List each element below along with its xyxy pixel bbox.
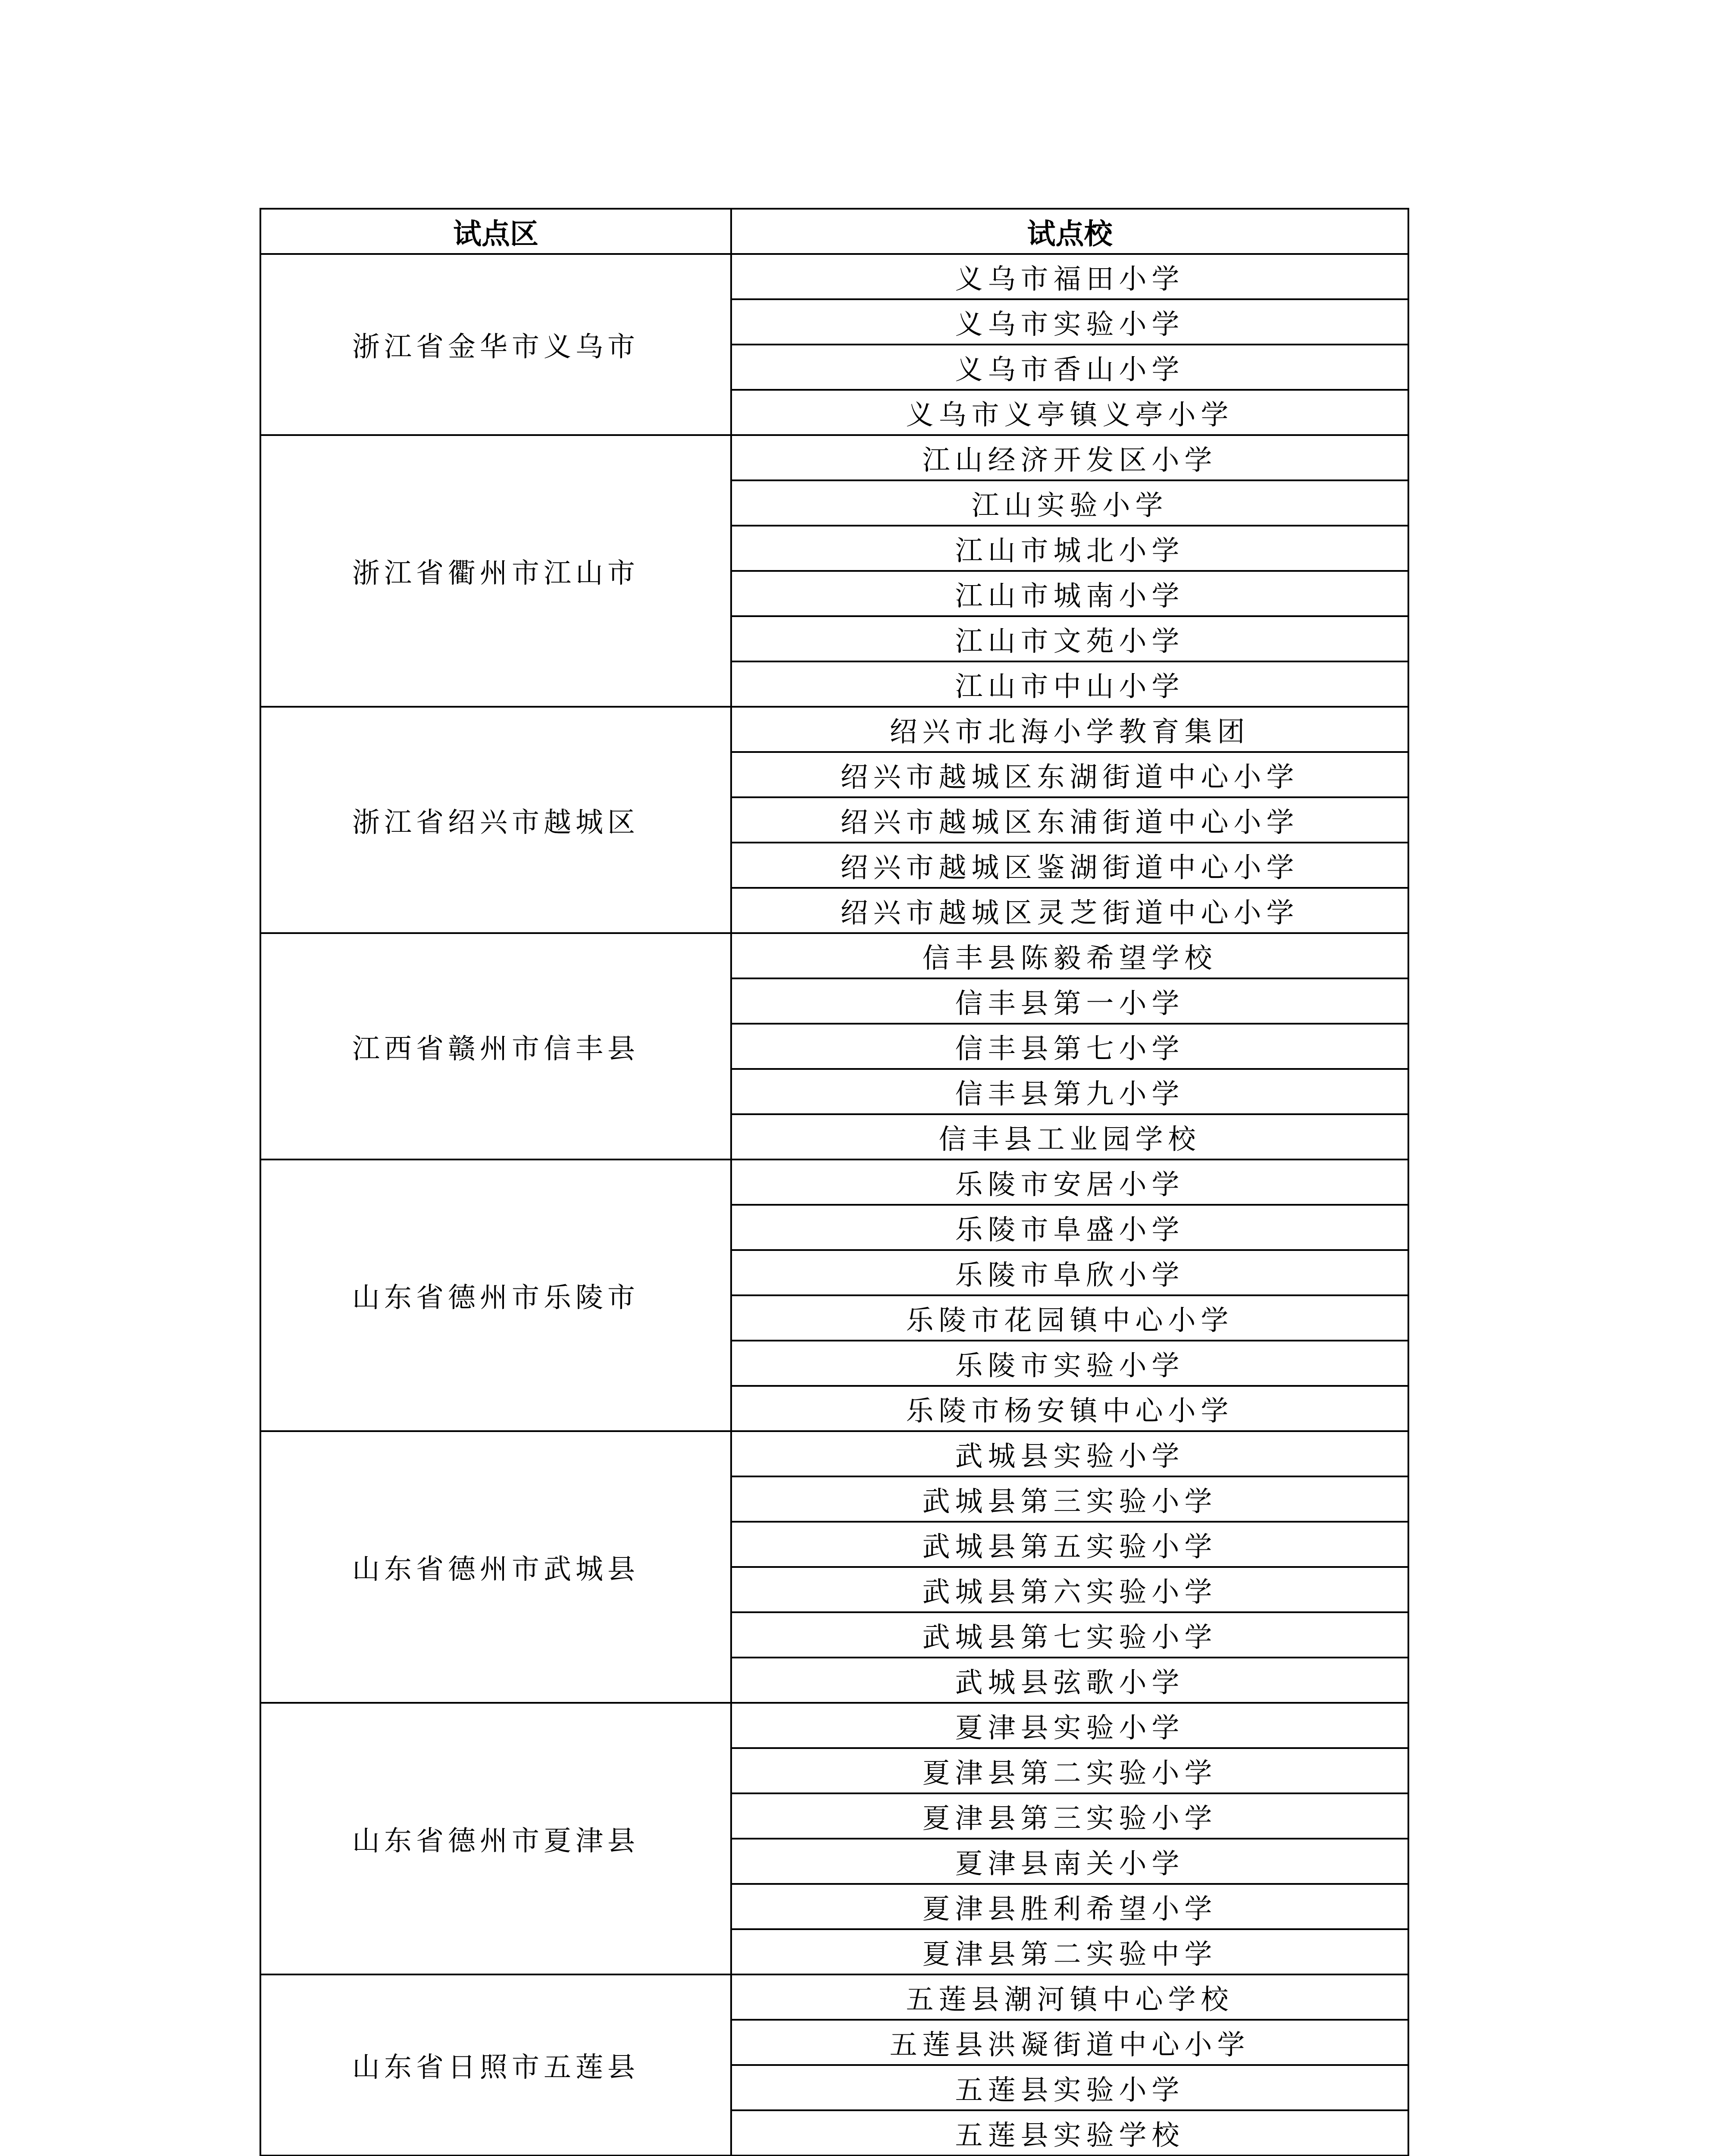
school-cell: 五莲县实验小学	[731, 2065, 1408, 2110]
school-cell: 乐陵市杨安镇中心小学	[731, 1386, 1408, 1431]
school-cell: 五莲县实验学校	[731, 2110, 1408, 2156]
school-cell: 义乌市义亭镇义亭小学	[731, 390, 1408, 435]
school-cell: 江山市城南小学	[731, 571, 1408, 616]
school-cell: 义乌市福田小学	[731, 254, 1408, 299]
table-row	[260, 1159, 1408, 1205]
table-row	[260, 933, 1408, 978]
district-cell: 山东省德州市武城县	[260, 1431, 731, 1703]
school-cell: 夏津县第三实验小学	[731, 1793, 1408, 1839]
school-cell: 义乌市实验小学	[731, 299, 1408, 345]
school-cell: 夏津县南关小学	[731, 1839, 1408, 1884]
school-cell: 乐陵市阜欣小学	[731, 1250, 1408, 1295]
table-row	[260, 1703, 1408, 1748]
district-cell: 浙江省金华市义乌市	[260, 254, 731, 435]
school-cell: 江山市中山小学	[731, 661, 1408, 707]
school-cell: 乐陵市实验小学	[731, 1341, 1408, 1386]
district-cell: 浙江省绍兴市越城区	[260, 707, 731, 933]
school-cell: 绍兴市越城区东湖街道中心小学	[731, 752, 1408, 797]
school-cell: 乐陵市安居小学	[731, 1159, 1408, 1205]
school-cell: 江山实验小学	[731, 480, 1408, 526]
school-cell: 江山市文苑小学	[731, 616, 1408, 661]
table-row	[260, 254, 1408, 299]
table-body	[260, 254, 1408, 2156]
pilot-schools-table	[260, 208, 1409, 2156]
district-cell: 浙江省衢州市江山市	[260, 435, 731, 707]
school-cell: 义乌市香山小学	[731, 345, 1408, 390]
school-cell: 夏津县胜利希望小学	[731, 1884, 1408, 1929]
school-cell: 信丰县第七小学	[731, 1024, 1408, 1069]
school-cell: 武城县弦歌小学	[731, 1658, 1408, 1703]
school-cell: 绍兴市越城区鉴湖街道中心小学	[731, 843, 1408, 888]
school-cell: 信丰县工业园学校	[731, 1114, 1408, 1159]
table-row	[260, 435, 1408, 480]
school-cell: 武城县实验小学	[731, 1431, 1408, 1476]
header-school: 试点校	[731, 209, 1408, 254]
school-cell: 五莲县潮河镇中心学校	[731, 1974, 1408, 2020]
school-cell: 武城县第七实验小学	[731, 1612, 1408, 1658]
school-cell: 绍兴市越城区东浦街道中心小学	[731, 797, 1408, 843]
school-cell: 信丰县陈毅希望学校	[731, 933, 1408, 978]
school-cell: 信丰县第九小学	[731, 1069, 1408, 1114]
school-cell: 江山市城北小学	[731, 526, 1408, 571]
table-header	[260, 209, 1408, 254]
district-cell: 山东省日照市五莲县	[260, 1974, 731, 2156]
school-cell: 夏津县第二实验中学	[731, 1929, 1408, 1974]
school-cell: 五莲县洪凝街道中心小学	[731, 2020, 1408, 2065]
school-cell: 武城县第六实验小学	[731, 1567, 1408, 1612]
district-cell: 山东省德州市乐陵市	[260, 1159, 731, 1431]
school-cell: 乐陵市花园镇中心小学	[731, 1295, 1408, 1341]
school-cell: 绍兴市北海小学教育集团	[731, 707, 1408, 752]
table-row	[260, 1431, 1408, 1476]
table-row	[260, 707, 1408, 752]
school-cell: 信丰县第一小学	[731, 978, 1408, 1024]
school-cell: 夏津县实验小学	[731, 1703, 1408, 1748]
school-cell: 绍兴市越城区灵芝街道中心小学	[731, 888, 1408, 933]
school-cell: 乐陵市阜盛小学	[731, 1205, 1408, 1250]
header-row	[260, 209, 1408, 254]
school-cell: 夏津县第二实验小学	[731, 1748, 1408, 1793]
school-cell: 武城县第五实验小学	[731, 1522, 1408, 1567]
district-cell: 山东省德州市夏津县	[260, 1703, 731, 1974]
school-cell: 江山经济开发区小学	[731, 435, 1408, 480]
header-district: 试点区	[260, 209, 731, 254]
table-row	[260, 1974, 1408, 2020]
school-cell: 武城县第三实验小学	[731, 1476, 1408, 1522]
district-cell: 江西省赣州市信丰县	[260, 933, 731, 1159]
